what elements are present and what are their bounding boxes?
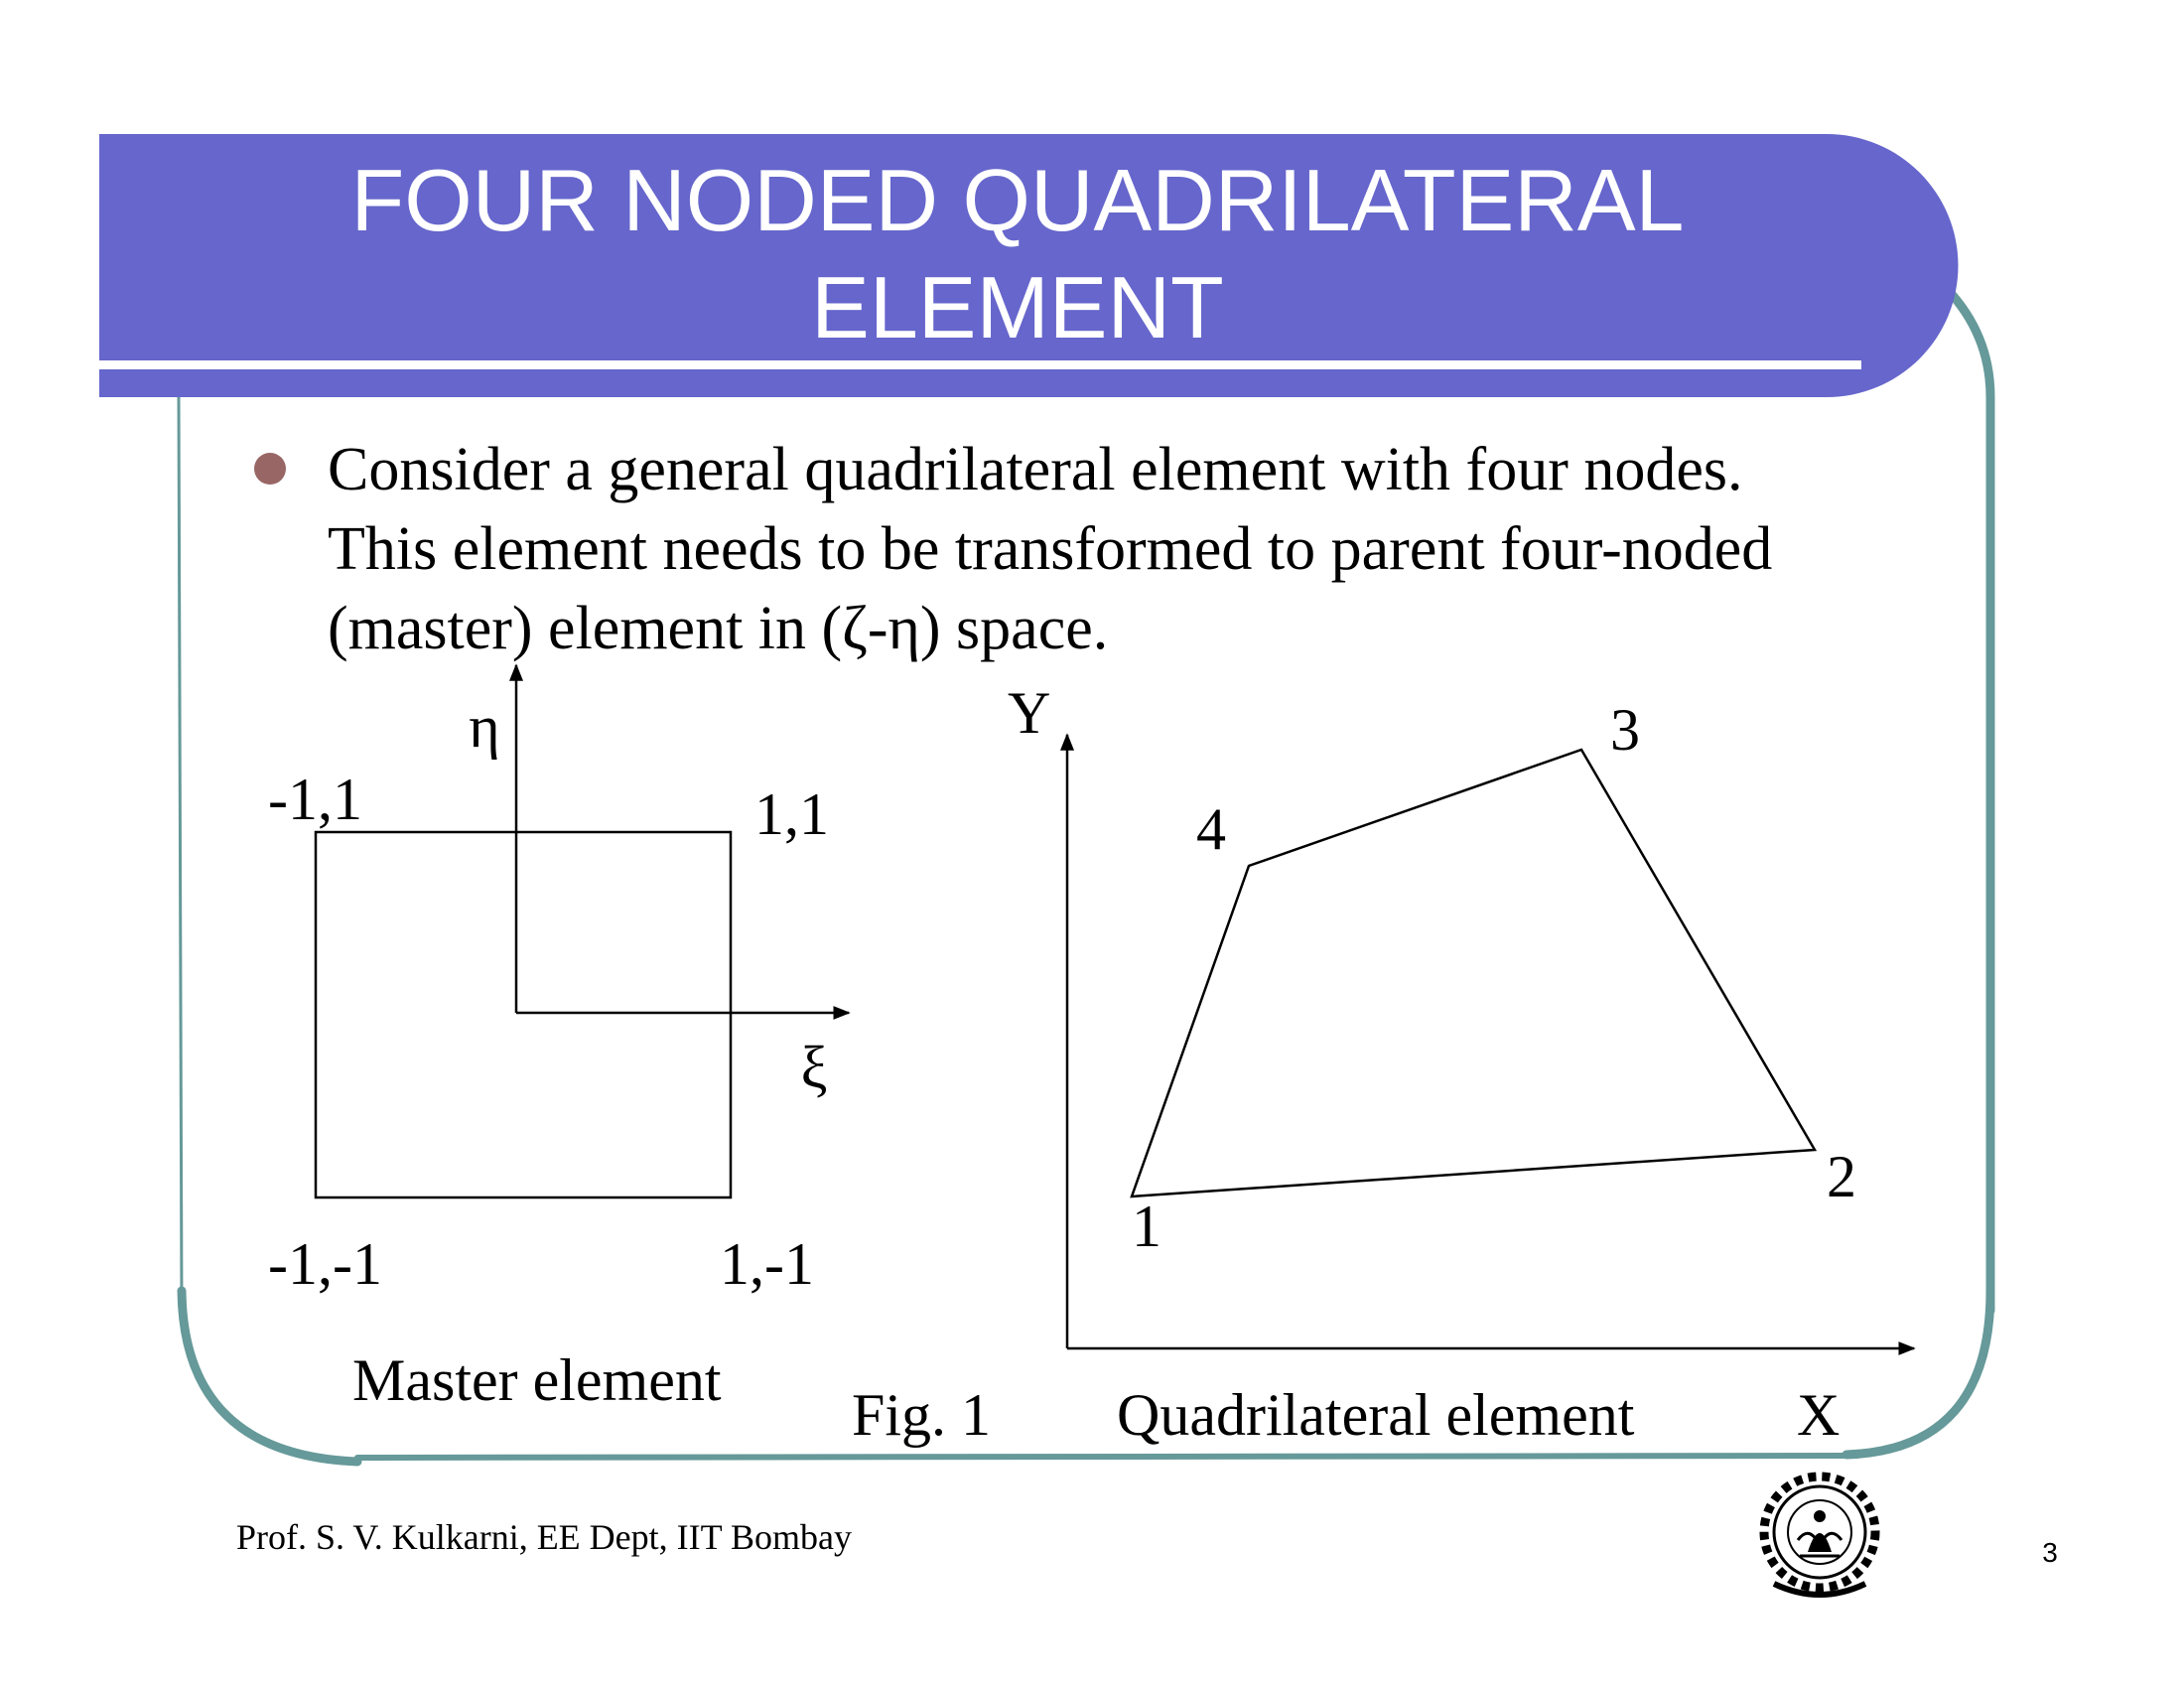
corner-label-bottom-right: 1,-1 (720, 1231, 814, 1297)
bullet-line-1: Consider a general quadrilateral element with four nodes. (328, 436, 1743, 503)
footer-credit: Prof. S. V. Kulkarni, EE Dept, IIT Bombay (236, 1517, 852, 1557)
iit-bombay-seal-icon (1764, 1477, 1875, 1595)
master-square (316, 832, 731, 1197)
frame-bottom-right-curve (1846, 1291, 1990, 1455)
node-label-1: 1 (1132, 1194, 1161, 1259)
bullet-dot (254, 453, 286, 485)
node-label-4: 4 (1196, 796, 1226, 862)
corner-label-bottom-left: -1,-1 (268, 1231, 382, 1297)
frame-right-curve (1936, 278, 1990, 1311)
master-caption: Master element (352, 1347, 722, 1413)
title-bar (99, 134, 1959, 397)
quadrilateral-caption: Quadrilateral element (1117, 1382, 1635, 1448)
page-number: 3 (2042, 1537, 2058, 1568)
eta-label: η (469, 694, 500, 760)
xi-label: ξ (800, 1035, 828, 1100)
bullet-line-3: (master) element in (ζ-η) space. (328, 595, 1109, 662)
quadrilateral-shape (1132, 750, 1815, 1196)
x-axis-label: X (1797, 1382, 1841, 1448)
quadrilateral-diagram (1008, 680, 1914, 1448)
corner-label-top-right: 1,1 (754, 781, 829, 847)
y-axis-label: Y (1008, 680, 1051, 746)
title-line-2: ELEMENT (811, 258, 1224, 356)
bullet-line-2: This element needs to be transformed to parent four-noded (328, 515, 1773, 583)
frame-left-line (179, 397, 182, 1311)
frame-bottom-left-curve (182, 1291, 357, 1462)
title-line-1: FOUR NODED QUADRILATERAL (350, 151, 1685, 249)
title-underline (99, 360, 1861, 369)
master-element-diagram (268, 665, 849, 1413)
figure-caption: Fig. 1 (852, 1382, 992, 1448)
bullet-item (254, 436, 1772, 662)
node-label-2: 2 (1827, 1144, 1856, 1209)
corner-label-top-left: -1,1 (268, 767, 362, 832)
node-label-3: 3 (1610, 697, 1640, 763)
frame-bottom-line (357, 1456, 1846, 1458)
